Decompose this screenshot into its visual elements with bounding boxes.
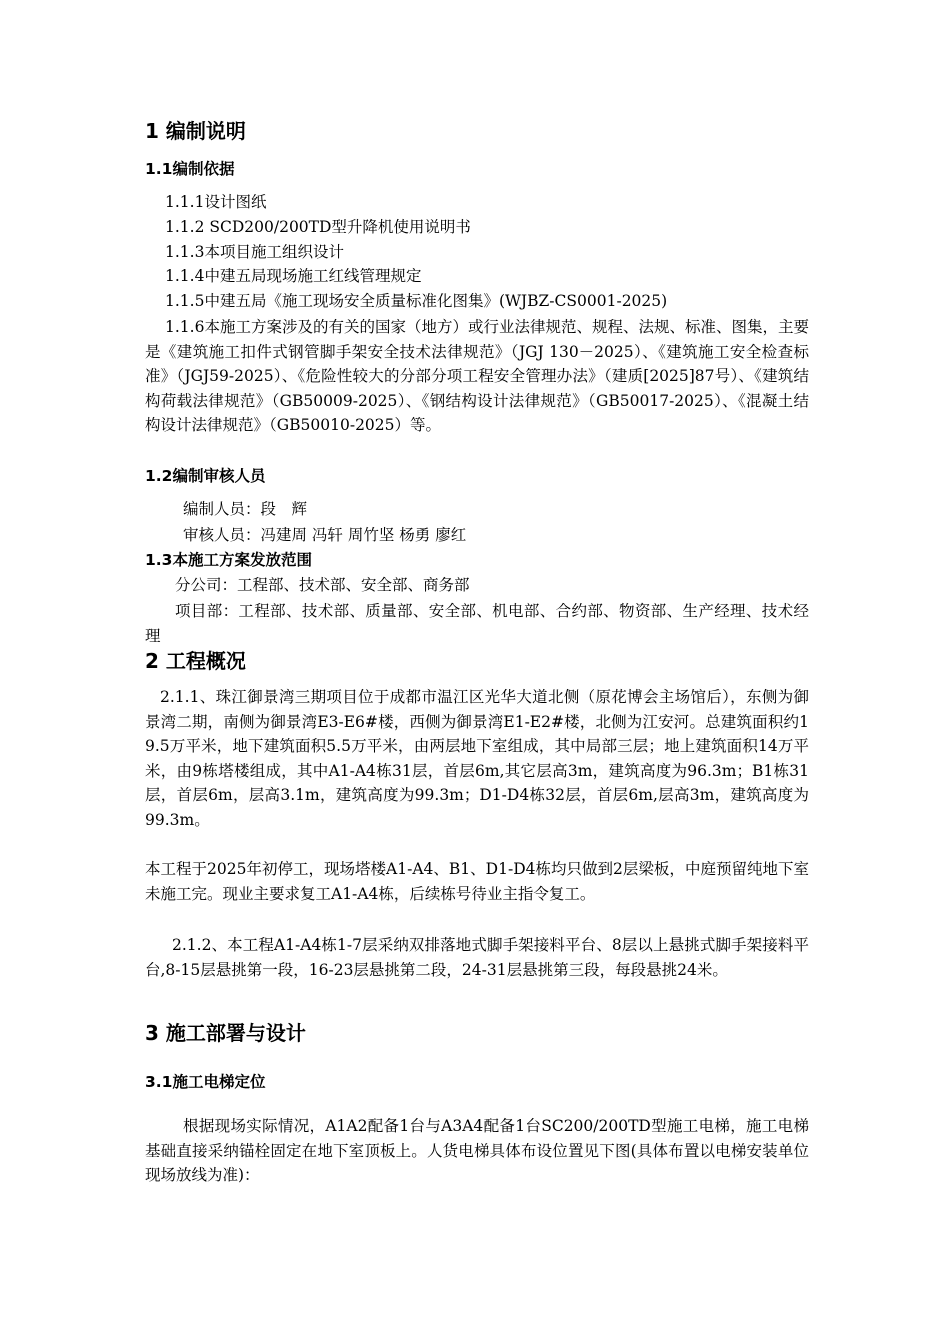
basis-item-3: 1.1.3本项目施工组织设计 <box>165 243 344 261</box>
elevator-para: 根据现场实际情况，A1A2配备1台与A3A4配备1台SC200/200TD型施工电梯，施工电梯基础直接采纳锚栓固定在地下室顶板上。人货电梯具体布设位置见下图(具体布置以电梯安装单位现场放线为准)： <box>145 1117 809 1185</box>
reviewers-line: 审核人员：冯建周 冯轩 周竹坚 杨勇 廖红 <box>183 526 467 544</box>
section3-heading: 3 施工部署与设计 <box>145 1021 306 1045</box>
basis-item-1: 1.1.1设计图纸 <box>165 193 267 211</box>
scope-project-para: 项目部：工程部、技术部、质量部、安全部、机电部、合约部、物资部、生产经理、技术经理 <box>145 602 809 645</box>
section3-1-heading: 3.1施工电梯定位 <box>145 1073 266 1091</box>
overview-para-1: 2.1.1、珠江御景湾三期项目位于成都市温江区光华大道北侧（原花博会主场馆后），东侧为御景湾二期，南侧为御景湾E3-E6#楼，西侧为御景湾E1-E2#楼，北侧为江安河。总建筑面积约19.5万平米，地下建筑面积5.5万平米，由两层地下室组成，其中局部三层；地上建筑面积14万平米，由9栋塔楼组成，其中A1-A4栋31层，首层6m,其它层高3m，建筑高度为96.3m；B1栋31层，首层6m，层高3.1m，建筑高度为99.3m；D1-D4栋32层，首层6m,层高3m，建筑高度为99.3m。 <box>145 688 809 829</box>
section1-1-heading: 1.1编制依据 <box>145 160 235 178</box>
section1-2-heading: 1.2编制审核人员 <box>145 467 266 485</box>
basis-item-5: 1.1.5中建五局《施工现场安全质量标准化图集》(WJBZ-CS0001-2025) <box>165 292 668 310</box>
section2-heading: 2 工程概况 <box>145 649 246 673</box>
basis-item-2: 1.1.2 SCD200/200TD型升降机使用说明书 <box>165 218 471 236</box>
scope-branch-line: 分公司：工程部、技术部、安全部、商务部 <box>175 576 470 594</box>
author-line: 编制人员：段 辉 <box>183 500 308 518</box>
basis-item-4: 1.1.4中建五局现场施工红线管理规定 <box>165 267 422 285</box>
overview-para-3: 2.1.2、本工程A1-A4栋1-7层采纳双排落地式脚手架接料平台、8层以上悬挑式脚手架接料平台,8-15层悬挑第一段，16-23层悬挑第二段，24-31层悬挑第三段，每段悬挑24米。 <box>145 936 809 979</box>
section1-heading: 1 编制说明 <box>145 119 246 143</box>
overview-para-2: 本工程于2025年初停工，现场塔楼A1-A4、B1、D1-D4栋均只做到2层梁板，中庭预留纯地下室未施工完。现业主要求复工A1-A4栋，后续栋号待业主指令复工。 <box>145 860 809 903</box>
section1-3-heading: 1.3本施工方案发放范围 <box>145 551 312 569</box>
basis-item-6: 1.1.6本施工方案涉及的有关的国家（地方）或行业法律规范、规程、法规、标准、图集，主要是《建筑施工扣件式钢管脚手架安全技术法律规范》（JGJ 130－2025）、《建筑施工安全检查标准》（JGJ59-2025）、《危险性较大的分部分项工程安全管理办法》（建质[2025]87号）、《建筑结构荷载法律规范》（GB50009-2025）、《钢结构设计法律规范》（GB50017-2025）、《混凝土结构设计法律规范》（GB50010-2025）等。 <box>145 318 809 435</box>
